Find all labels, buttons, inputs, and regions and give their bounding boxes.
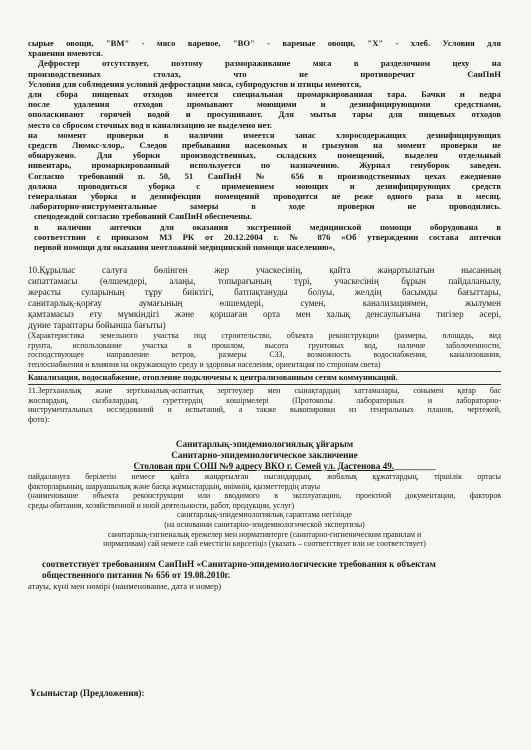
section-11-protocols — [28, 386, 501, 425]
text-line: ополаскивают горячей водой и просушивают. Для мытья тары для пищевых отходов — [28, 109, 501, 120]
text-line: санитарлық-гигиеналық ережелер мен нормативтерге (санитарно-гигиеническим правилам и — [107, 529, 422, 539]
text-line: соответствии с приказом МЗ РК от 20.12.2004 г. № 876 «Об утверждении состава аптечки — [34, 231, 501, 242]
text-line: грунта, использование участка в прошлом, высота грунтовых вод, наличие заболоченности, — [28, 340, 501, 350]
text-line: первой помощи для оказания неотложной медицинской помощи населению», — [34, 242, 336, 253]
text-line: пайдалануға берілетін немесе қайта жаңартылған нысандардың, жобалық құжаттардың, тіршілік ортасы — [28, 472, 501, 482]
conclusion-title-kz: Санитарлық-эпидемиологиялық ұйғарым — [175, 439, 354, 450]
text-line: фото): — [28, 415, 50, 425]
text-line: сипаттамасы (өлшемдері, алаңы, топырағының түрі, учаскесінің бұрын пайдаланылу, — [28, 276, 501, 287]
text-line: место со сбросом сточных вод в канализацию не выделено нет. — [28, 119, 273, 130]
text-line: производственных столах, что не противоречит СанПиН — [28, 68, 501, 79]
compliance-line: общественного питания № 656 от 19.08.2010г. — [42, 569, 231, 580]
text-line: Согласно требований п. 50, 51 СанПиН № 656 в производственных цехах ежедневно — [28, 170, 501, 181]
section-10-translation — [28, 331, 501, 371]
section-kitchen-conditions — [28, 38, 501, 252]
text-line: жоспардың, сызбалардың, суреттердің көшірмелері (Протоколы лабораторных и лабораторно- — [28, 395, 501, 405]
text-line: теплоснабжения и влияния на окружающую среду и здоровья населения, ориентация по сторонам света) — [28, 360, 381, 370]
text-line: инструментальных исследований и испытаний, а также выкопировки из генеральных планов, чертежей, — [28, 405, 501, 415]
text-line: генеральная уборка и дезинфекция помещений проводится не реже одного раза в месяц. — [28, 191, 501, 202]
proposals-heading: Ұсыныстар (Предложения): — [30, 688, 145, 698]
text-line: 10.Құрылыс салуға бөлінген жер учаскесінің, қайта жаңартылатын нысанның — [28, 265, 501, 276]
text-line: хранения имеются. — [28, 48, 103, 59]
text-line: в наличии аптечки для оказания экстренной медицинской помощи оборудована в — [34, 221, 501, 232]
conclusion-block — [28, 439, 501, 591]
text-line: санитарлық-эпидемиологиялық сараптама негізінде — [177, 510, 352, 520]
text-line: лабораторно-инструментальные замеры в ходе проверки не проводились. — [30, 201, 501, 212]
text-line: сырые овощи, "ВМ" - мясо вареное, "ВО" - вареные овощи, "Х" - хлеб. Условия для — [28, 38, 501, 48]
text-line: должна проводиться уборка с применением моющих и дезинфицирующих средств — [28, 180, 501, 191]
text-line: факторларының, шаруашылық және басқа жұмыстардың, өнімнің, қызметтердің атауы — [28, 481, 320, 491]
text-line: (Характеристика земельного участка под строительство, объекта реконструкции (размеры, площадь, вид — [28, 331, 501, 341]
text-line: для сбора пищевых отходов имеется специальная промаркированная тара. Бачки и ведра — [28, 89, 501, 100]
section-10-land-plot — [28, 265, 501, 331]
compliance-line: соответствует требованиям СанПиН «Санитарно-эпидемиологические требования к объектам — [42, 558, 436, 569]
conclusion-title-ru: Санитарно-эпидемиологическое заключение — [171, 450, 358, 461]
text-line: обнаружено. Для уборки производственных, складских помещений, выделен отдельный — [28, 150, 501, 161]
text-line: нормативам) сай немесе сай еместігін көрсетіңіз (указать – соответствует или не соответствует) — [103, 539, 426, 549]
compliance-caption: атауы, күні мен нөмірі (наименование, дата и номер) — [28, 580, 222, 591]
object-name-text: Столовая при СОШ №9 адресу ВКО г. Семей ул. Дастенова 49. — [133, 461, 395, 472]
text-line: спецодеждой согласно требований СанПиН обеспечены. — [34, 211, 252, 222]
text-line: (на основании санитарно-эпидемиологической экспертизы) — [164, 520, 365, 529]
object-name-blank: _________ — [394, 461, 436, 472]
text-line: санитарлық-қорғау аумағының өлшемдері, сумен, канализациямен, жылумен — [28, 298, 501, 309]
text-line: Условия для соблюдения условий дефростации мяса, субпродуктов и птицы имеются, — [28, 78, 362, 89]
text-line: қамтамасыз ету мүмкіндігі және қоршаған орта мен халық денсаулығына тигізер әсері, — [28, 309, 501, 320]
text-line: после удаления отходов промывают моющими и дезинфицирующими средствами, — [28, 99, 501, 110]
text-line: 11.Зертханалық және зертханалық-аспаптық зерттеулер мен сынақтардың хаттамалары, сонымен қатар бас — [28, 385, 501, 395]
utilities-note: Канализация, водоснабжение, отопление подключены к централизованным сетям коммуникаций. — [28, 373, 501, 385]
text-line: (наименование объекта реконструкции или вводимого в эксплуатацию, проектной документации, факторов — [28, 491, 501, 501]
object-name — [28, 461, 501, 472]
text-line: на момент проверки в наличии имеется запас хлоросодержащих дезинфицирующих — [28, 129, 501, 140]
text-line: жерасты суларының тұру биіктігі, батпақтануды болуы, желдің басымды бағыттары, — [28, 287, 501, 298]
text-line: средств Люмкс-хлор,. Следов пребывания насекомых и грызунов на момент проверки не — [28, 140, 501, 151]
text-line: господствующее направление ветров, размеры СЗЗ, возможность водоснабжения, канализования, — [28, 350, 501, 360]
text-line: дүние тараптары бойынша бағыты) — [28, 320, 166, 331]
text-line: инвентарь, промаркированный используется по назначению. Журнал генуборок заведен. — [28, 160, 501, 171]
text-line: среды обитания, хозяйственной и иной деятельности, работ, продукции, услуг) — [28, 500, 295, 510]
text-line: Дефростер отсутствует, поэтому размораживание мяса в разделочном цеху на — [38, 58, 501, 69]
